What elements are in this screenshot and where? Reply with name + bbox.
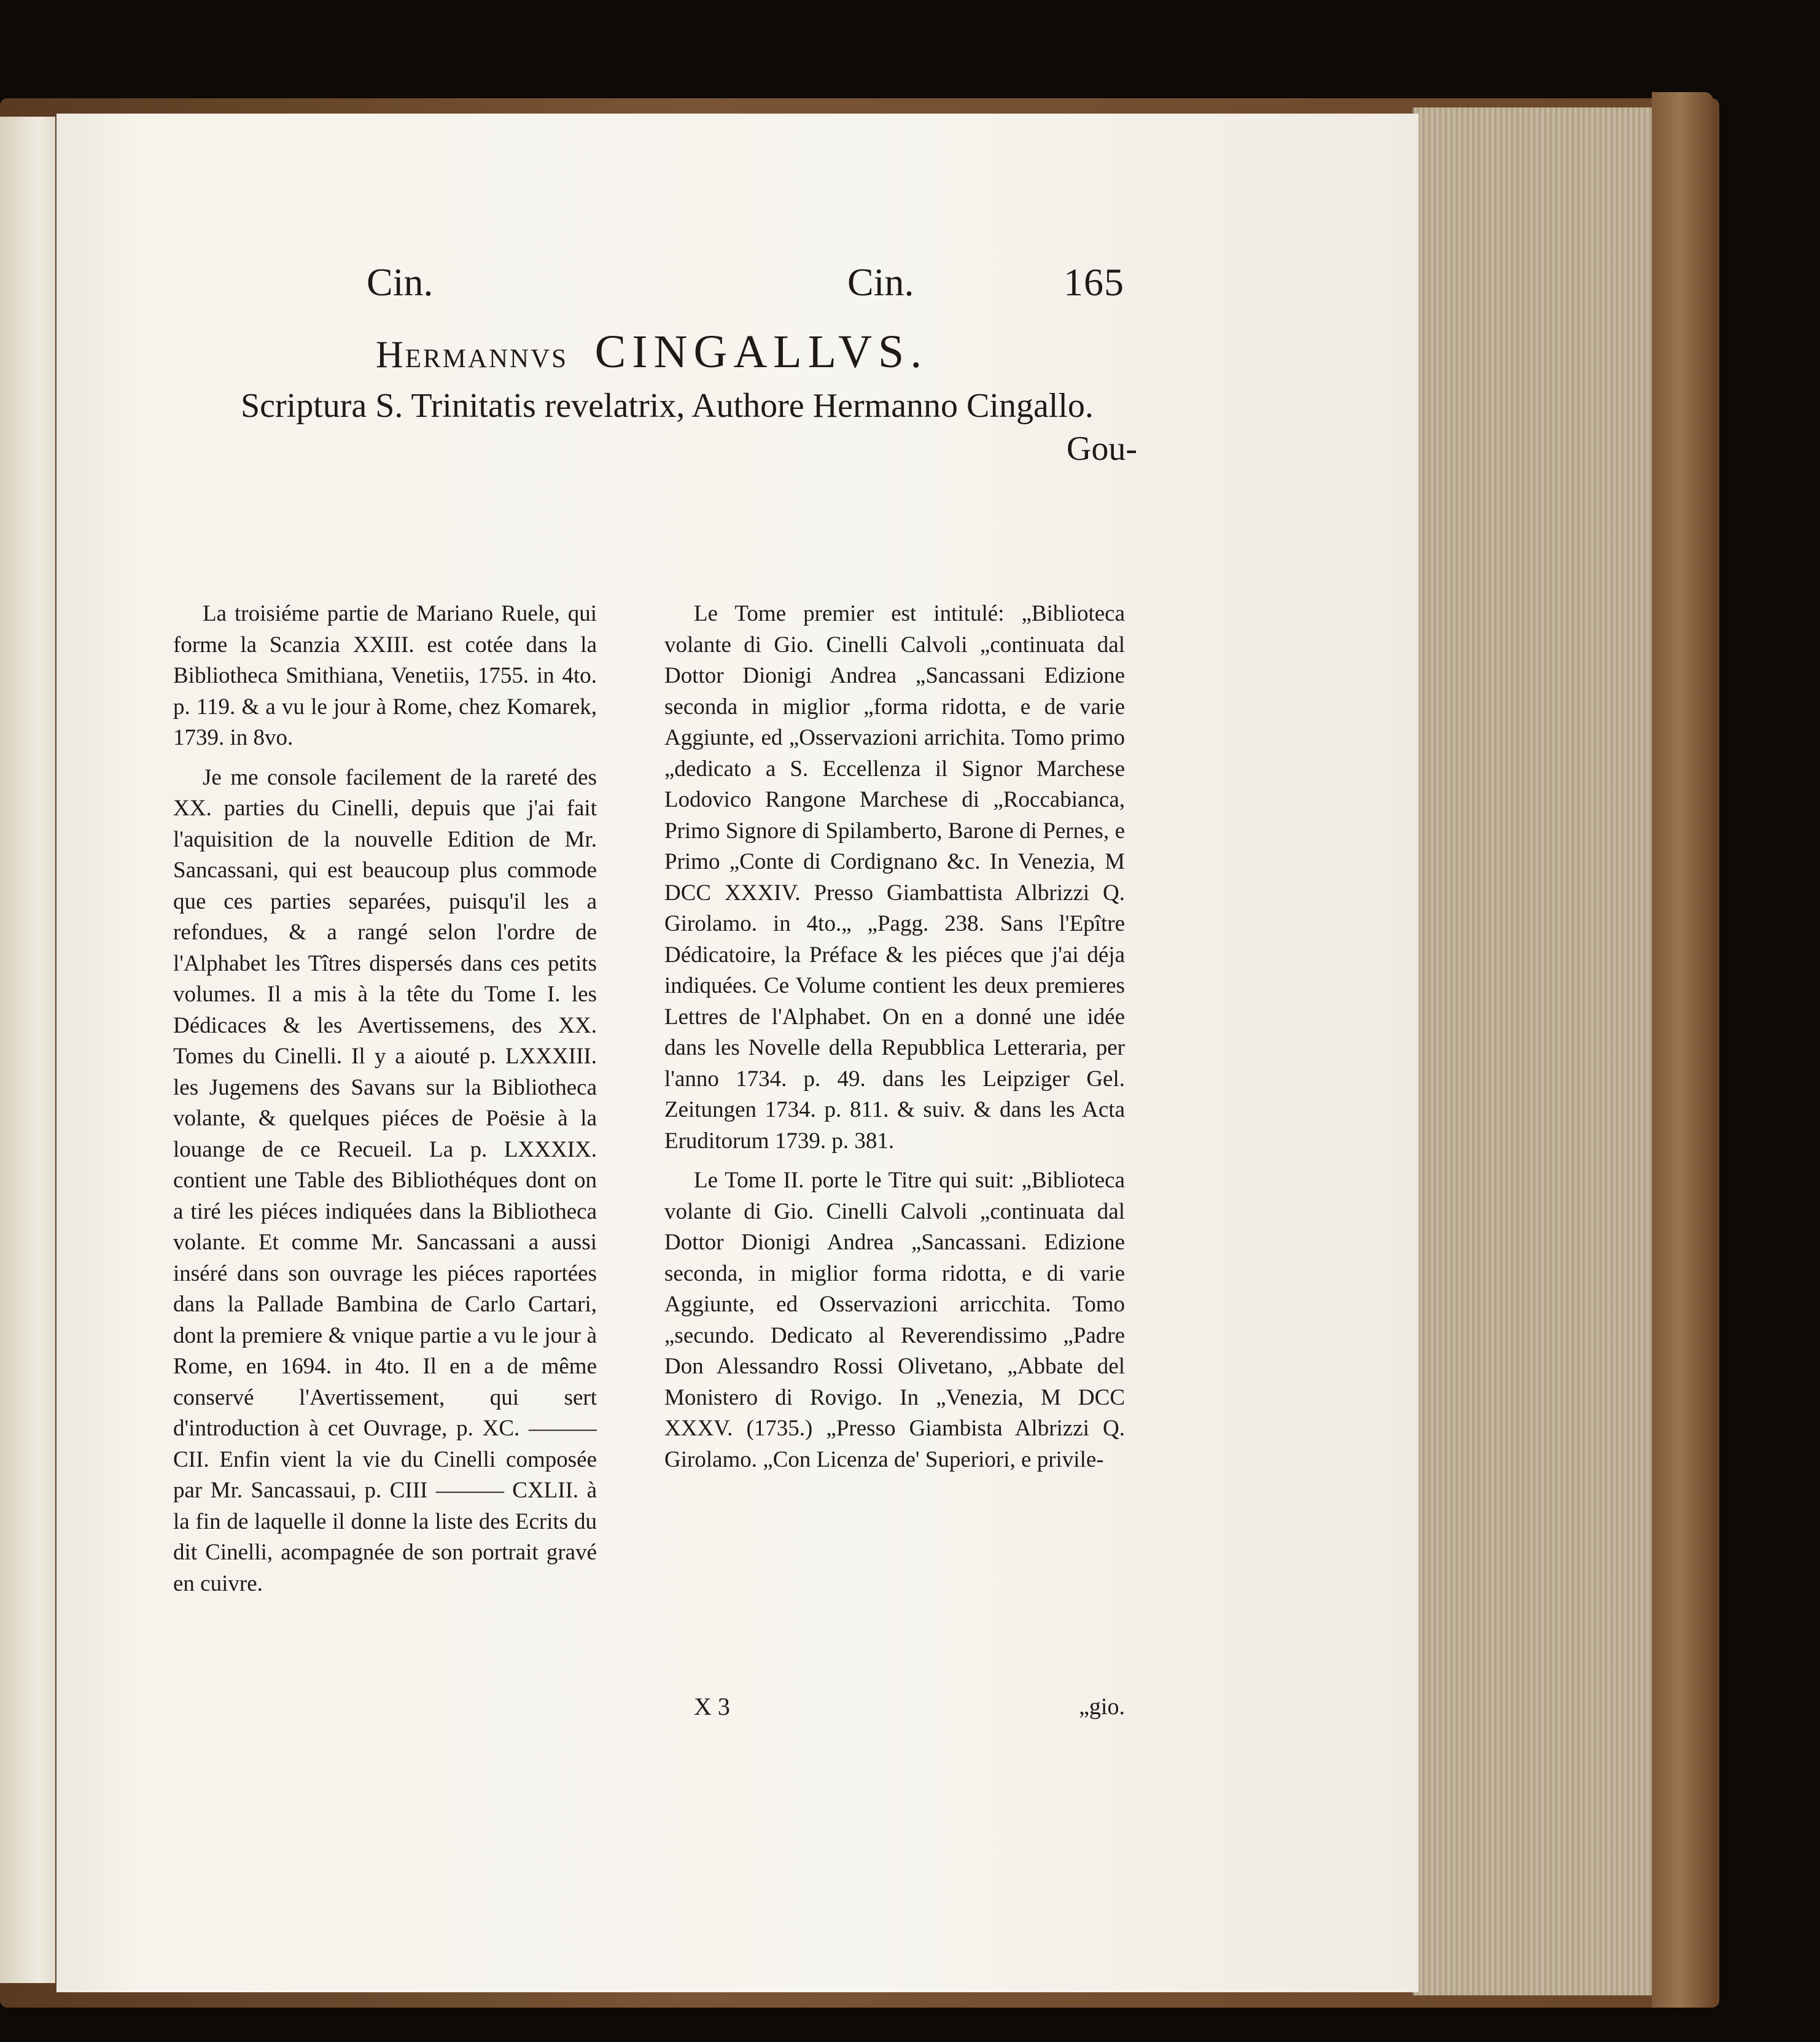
- catchword-top: Gou-: [1066, 430, 1137, 468]
- signature-mark: X 3: [694, 1693, 730, 1720]
- title-given-name: Hermannvs: [376, 334, 569, 376]
- left-paragraph-1: La troisiéme partie de Mariano Ruele, qui forme la Scanzia XXIII. est cotée dans la Bibliotheca Smithiana, Venetiis, 1755. in 4to. p. 119. & a vu le jour à Rome, chez Komarek, 1739. in 8vo.: [173, 601, 597, 750]
- running-head: [56, 255, 1418, 310]
- running-head-center: Cin.: [847, 260, 914, 304]
- page-edges: [1412, 107, 1660, 1995]
- left-paragraph-2: Je me console facilement de la rareté des XX. parties du Cinelli, depuis que j'ai fait l'aquisition de la nouvelle Edition de Mr. Sancassani, qui est beaucoup plus commode que ces parties separées, puisqu'il les a refondues, & a rangé selon l'ordre de l'Alphabet les Tîtres dispersés dans ces petits volumes. Il a mis à la tête du Tome I. les Dédicaces & les Avertissemens, des XX. Tomes du Cinelli. Il y a aiouté p. LXXXIII. les Jugemens des Savans sur la Bibliotheca volante, & quelques piéces de Poësie à la louange de ce Recueil. La p. LXXXIX. contient une Table des Bibliothéques dont on a tiré les piéces indiquées dans la Bibliotheca volante. Et comme Mr. Sancassani a aussi inséré dans son ouvrage les piéces raportées dans la Pallade Bambina de Carlo Cartari, dont la premiere & vnique partie a vu le jour à Rome, en 1694. in 4to. Il en a de même conservé l'Avertissement, qui sert d'introduction à cet Ouvrage, p. XC. ——— CII. Enfin vient la vie du Cinelli composée par Mr. Sancassaui, p. CIII ——— CXLII. à la fin de laquelle il donne la liste des Ecrits du dit Cinelli, acompagnée de son portrait gravé en cuivre.: [173, 764, 597, 1596]
- facing-page-edge: [0, 117, 55, 1983]
- page-number: 165: [1064, 260, 1124, 304]
- entry-subtitle: Scriptura S. Trinitatis revelatrix, Authore Hermanno Cingallo.: [241, 387, 1094, 425]
- catchword-bottom: „gio.: [1079, 1694, 1125, 1720]
- entry-title: [376, 327, 1051, 379]
- right-paragraph-1: Le Tome premier est intitulé: „Biblioteca volante di Gio. Cinelli Calvoli „continuata dal Dottor Dionigi Andrea „Sancassani Edizione seconda in miglior „forma ridotta, e de varie Aggiunte, ed „Osservazioni arrichita. Tomo primo „dedicato a S. Eccellenza il Signor Marchese Lodovico Rangone Marchese di „Roccabianca, Primo Signore di Spilamberto, Barone di Pernes, e Primo „Conte di Cordignano &c. In Venezia, M DCC XXXIV. Presso Giambattista Albrizzi Q. Girolamo. in 4to.„ „Pagg. 238. Sans l'Epître Dédicatoire, la Préface & les piéces que j'ai déja indiquées. Ce Volume contient les deux premieres Lettres de l'Alphabet. On en a donné une idée dans les Novelle della Repubblica Letteraria, per l'anno 1734. p. 49. dans les Leipziger Gel. Zeitungen 1734. p. 811. & suiv. & dans les Acta Eruditorum 1739. p. 381.: [664, 601, 1125, 1154]
- running-head-left: Cin.: [367, 260, 434, 304]
- cover-edge: [1652, 92, 1713, 2008]
- left-column: [173, 599, 597, 1608]
- right-column: [664, 599, 1125, 1484]
- title-surname: CINGALLVS.: [594, 326, 928, 378]
- right-paragraph-2: Le Tome II. porte le Titre qui suit: „Biblioteca volante di Gio. Cinelli Calvoli „continuata dal Dottor Dionigi Andrea „Sancassani. Edizione seconda, in miglior forma ridotta, e di varie Aggiunte, ed Osservazioni arricchita. Tomo „secundo. Dedicato al Reverendissimo „Padre Don Alessandro Rossi Olivetano, „Abbate del Monistero di Rovigo. In „Venezia, M DCC XXXV. (1735.) „Presso Giambista Albrizzi Q. Girolamo. „Con Licenza de' Superiori, e privile-: [664, 1168, 1125, 1472]
- book-page: [56, 114, 1418, 1992]
